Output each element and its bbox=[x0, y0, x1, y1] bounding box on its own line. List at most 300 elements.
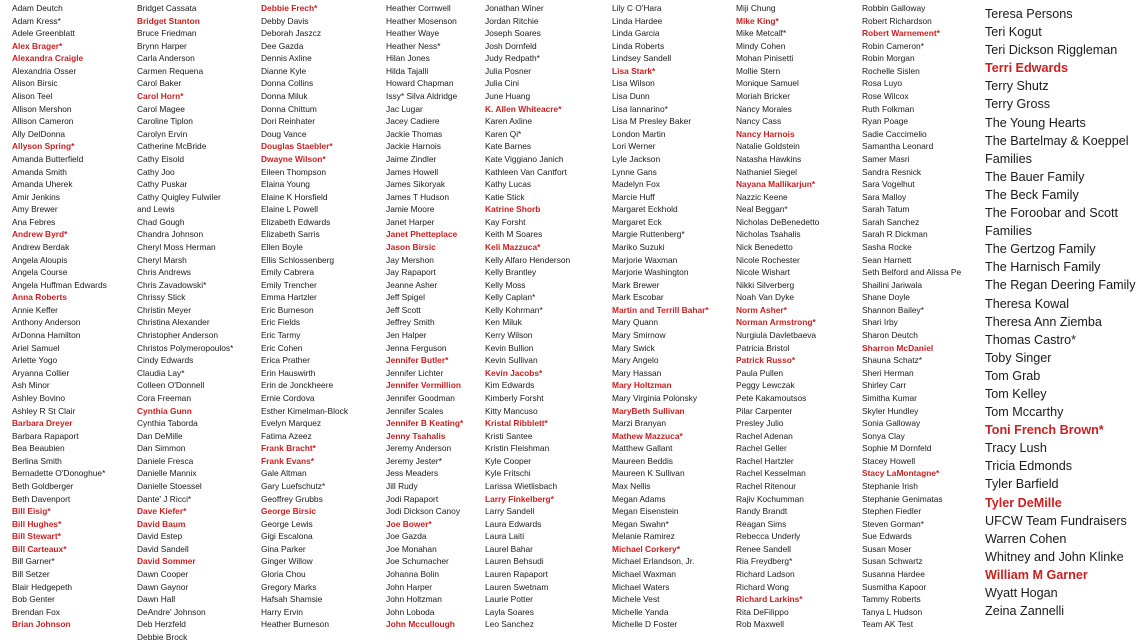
donor-name: Jen Halper bbox=[386, 330, 427, 341]
donor-name: Heather Waye bbox=[386, 28, 440, 39]
highlighted-name: John Mccullough bbox=[386, 619, 455, 630]
donor-name: Laurel Bahar bbox=[485, 543, 533, 554]
highlighted-name: Nayana Mallikarjun* bbox=[736, 179, 816, 190]
highlighted-name: Jenny Tsahalis bbox=[386, 430, 446, 441]
donor-name: Michelle D Foster bbox=[612, 619, 678, 630]
donor-name: Rachel Ritenour bbox=[736, 480, 797, 491]
donor-name: Mohan Pinisetti bbox=[736, 53, 794, 64]
donor-name: Mollie Stern bbox=[736, 65, 781, 76]
donor-name: Dawn Hall bbox=[137, 594, 176, 605]
donor-name: Nurgiula Davletbaeva bbox=[736, 330, 817, 341]
donor-name: Lisa Dunn bbox=[612, 91, 650, 102]
donor-name: Ellis Schlossenberg bbox=[261, 254, 335, 265]
name-column bbox=[985, 5, 1144, 620]
donor-name: Tom Kelley bbox=[985, 386, 1047, 401]
donor-name: Judy Redpath* bbox=[485, 53, 540, 64]
donor-name: Emily Trencher bbox=[261, 279, 317, 290]
donor-name: Chrissy Stick bbox=[137, 292, 186, 303]
donor-name: Angela Course bbox=[12, 267, 68, 278]
donor-name: Jay Rapaport bbox=[386, 267, 436, 278]
donor-name: Katie Stick bbox=[485, 191, 525, 202]
donor-name: Karen Axline bbox=[485, 116, 533, 127]
donor-name: Carol Baker bbox=[137, 78, 182, 89]
donor-name: Cathy Quigley Fulwiler bbox=[137, 191, 221, 202]
donor-name: Sadie Caccimelio bbox=[862, 128, 927, 139]
donor-name: Ally DelDonna bbox=[12, 128, 66, 139]
donor-name: Kelly Caplan* bbox=[485, 292, 536, 303]
donor-name: Rob Maxwell bbox=[736, 619, 784, 630]
donor-name: Ash Minor bbox=[12, 380, 50, 391]
donor-name: Lily C O'Hara bbox=[612, 3, 662, 13]
donor-name: Sarah R Dickman bbox=[862, 229, 928, 240]
donor-name: Jeff Spigel bbox=[386, 292, 425, 303]
donor-name: and Lewis bbox=[137, 204, 175, 215]
donor-name: UFCW Team Fundraisers bbox=[985, 513, 1127, 528]
highlighted-name: Alex Brager* bbox=[12, 40, 63, 51]
donor-name: Eric Burneson bbox=[261, 304, 314, 315]
donor-name: Fatima Azeez bbox=[261, 430, 312, 441]
donor-name: ArDonna Hamilton bbox=[12, 330, 81, 341]
donor-name: Jordan Ritchie bbox=[485, 15, 539, 26]
donor-name: Larry Sandell bbox=[485, 506, 535, 517]
donor-name: John Loboda bbox=[386, 606, 435, 617]
donor-name: Sasha Rocke bbox=[862, 241, 912, 252]
donor-name: Linda Garcia bbox=[612, 28, 660, 39]
donor-name: Heather Ness* bbox=[386, 40, 441, 51]
donor-name: Michael Waxman bbox=[612, 569, 676, 580]
name-column bbox=[485, 2, 570, 631]
donor-name: Shirley Carr bbox=[862, 380, 907, 391]
donor-name: Steven Gorman* bbox=[862, 518, 924, 529]
donor-name: Gregory Marks bbox=[261, 581, 317, 592]
donor-name: Reagan Sims bbox=[736, 518, 787, 529]
donor-name: Eric Fields bbox=[261, 317, 301, 328]
donor-name: Danielle Mannix bbox=[137, 468, 197, 479]
highlighted-name: Richard Larkins* bbox=[736, 594, 803, 605]
donor-name: DeAndre' Johnson bbox=[137, 606, 206, 617]
highlighted-name: David Baum bbox=[137, 518, 186, 529]
donor-name: Bill Garner* bbox=[12, 556, 55, 567]
donor-name: Joe Schumacher bbox=[386, 556, 449, 567]
donor-name: Linda Roberts bbox=[612, 40, 665, 51]
donor-name: Berlina Smith bbox=[12, 455, 62, 466]
donor-name: The Beck Family bbox=[985, 187, 1079, 202]
donor-name: Shannon Bailey* bbox=[862, 304, 924, 315]
donor-name: Max Nellis bbox=[612, 480, 651, 491]
donor-name: Melanie Ramirez bbox=[612, 531, 675, 542]
donor-name: Hilan Jones bbox=[386, 53, 430, 64]
donor-name: Eileen Thompson bbox=[261, 166, 327, 177]
donor-name: Dawn Cooper bbox=[137, 569, 189, 580]
donor-name: Mary Quann bbox=[612, 317, 659, 328]
donor-name: Emily Cabrera bbox=[261, 267, 315, 278]
donor-name: Ashley R St Clair bbox=[12, 405, 76, 416]
highlighted-name: Bill Stewart* bbox=[12, 531, 61, 542]
donor-name: Lisa M Presley Baker bbox=[612, 116, 692, 127]
highlighted-name: Sharron McDaniel bbox=[862, 342, 934, 353]
donor-name: The Bauer Family bbox=[985, 169, 1085, 184]
highlighted-name: Patrick Russo* bbox=[736, 355, 796, 366]
donor-name: Rachel Kesselman bbox=[736, 468, 806, 479]
donor-name: Samantha Leonard bbox=[862, 141, 934, 152]
donor-name: Natalie Goldstein bbox=[736, 141, 800, 152]
highlighted-name: Carol Horn* bbox=[137, 91, 184, 102]
donor-name: Adele Greenblatt bbox=[12, 28, 75, 39]
donor-name: Margaret Eck bbox=[612, 216, 662, 227]
donor-name: Tammy Roberts bbox=[862, 594, 921, 605]
donor-name: Christopher Anderson bbox=[137, 330, 219, 341]
highlighted-name: Mike King* bbox=[736, 15, 779, 26]
highlighted-name: Cynthia Gunn bbox=[137, 405, 192, 416]
donor-name: Joe Monahan bbox=[386, 543, 437, 554]
donor-name: Margaret Eckhold bbox=[612, 204, 678, 215]
donor-name: Presley Julio bbox=[736, 418, 784, 429]
donor-name: Andrew Berdak bbox=[12, 241, 70, 252]
donor-name: Peggy Lewczak bbox=[736, 380, 795, 391]
donor-name: Claudia Lay* bbox=[137, 367, 185, 378]
donor-name: Tanya L Hudson bbox=[862, 606, 923, 617]
donor-name: Rita DeFilippo bbox=[736, 606, 789, 617]
donor-name: Larissa Wietlisbach bbox=[485, 480, 558, 491]
donor-name: The Regan Deering Family bbox=[985, 278, 1136, 293]
highlighted-name: Norman Armstrong* bbox=[736, 317, 816, 328]
highlighted-name: Bill Eisig* bbox=[12, 506, 51, 517]
donor-name: Dan Simmon bbox=[137, 443, 186, 454]
donor-name: Terry Shutz bbox=[985, 79, 1049, 94]
donor-name: Dianne Kyle bbox=[261, 65, 307, 76]
donor-name: Robert Richardson bbox=[862, 15, 932, 26]
donor-name: Kelly Alfaro Henderson bbox=[485, 254, 571, 265]
donor-name: Robbin Galloway bbox=[862, 3, 926, 13]
donor-name: Wyatt Hogan bbox=[985, 586, 1058, 600]
donor-name: Issy* Silva Aldridge bbox=[386, 91, 458, 102]
donor-name: Deb Herzfeld bbox=[137, 619, 186, 630]
donor-name: Susmitha Kapoor bbox=[862, 581, 927, 592]
donor-name: James Sikoryak bbox=[386, 179, 446, 190]
donor-name: Cheryl Marsh bbox=[137, 254, 187, 265]
highlighted-name: Mathew Mazzuca* bbox=[612, 430, 683, 441]
donor-name: Amanda Butterfield bbox=[12, 153, 84, 164]
donor-name: Margie Ruttenberg* bbox=[612, 229, 685, 240]
donor-name: Bridget Cassata bbox=[137, 3, 197, 13]
donor-name: David Sandell bbox=[137, 543, 189, 554]
donor-name: Moriah Bricker bbox=[736, 91, 790, 102]
donor-name: Tricia Edmonds bbox=[985, 459, 1073, 474]
donor-name: Doug Vance bbox=[261, 128, 307, 139]
donor-name: Ryan Poage bbox=[862, 116, 909, 127]
donor-name: Carolyn Ervin bbox=[137, 128, 188, 139]
donor-name: Lisa Iannarino* bbox=[612, 103, 668, 114]
donor-name: Kelly Kohrman* bbox=[485, 304, 543, 315]
donor-name: Rebecca Underly bbox=[736, 531, 801, 542]
donor-name: Sophie M Dornfeld bbox=[862, 443, 932, 454]
donor-name: The Bartelmay & Koeppel Families bbox=[985, 133, 1129, 166]
donor-name: Warren Cohen bbox=[985, 531, 1067, 546]
donor-name: Marjorie Waxman bbox=[612, 254, 678, 265]
donor-name: Natasha Hawkins bbox=[736, 153, 802, 164]
highlighted-name: Dave Kiefer* bbox=[137, 506, 187, 517]
highlighted-name: Toni French Brown* bbox=[985, 423, 1104, 438]
donor-name: Marjorie Washington bbox=[612, 267, 689, 278]
highlighted-name: Kevin Jacobs* bbox=[485, 367, 543, 378]
donor-name: Elaina Young bbox=[261, 179, 310, 190]
donor-name: Lauren Behsudi bbox=[485, 556, 544, 567]
donor-name: Whitney and John Klinke bbox=[985, 549, 1124, 564]
donor-name: Tom Grab bbox=[985, 368, 1041, 383]
donor-name: Evelyn Marquez bbox=[261, 418, 322, 429]
donor-name: Adam Deutch bbox=[12, 3, 63, 13]
highlighted-name: David Sommer bbox=[137, 556, 196, 567]
donor-name: Elizabeth Sarris bbox=[261, 229, 320, 240]
donor-name: Laurie Potter bbox=[485, 594, 533, 605]
donor-name: Matthew Gallant bbox=[612, 443, 673, 454]
donor-name: Dee Gazda bbox=[261, 40, 304, 51]
donor-name: Angela Aloupis bbox=[12, 254, 68, 265]
donor-name: Jennifer Goodman bbox=[386, 392, 455, 403]
donor-name: Kristin Fleishman bbox=[485, 443, 550, 454]
donor-name: Kyle Cooper bbox=[485, 455, 532, 466]
donor-name: Dante' J Ricci* bbox=[137, 493, 192, 504]
donor-name: Jeff Scott bbox=[386, 304, 421, 315]
donor-name: Alison Teel bbox=[12, 91, 53, 102]
donor-name: Rachel Hartzler bbox=[736, 455, 794, 466]
donor-name: Sarah Tatum bbox=[862, 204, 910, 215]
donor-name: Shauna Schatz* bbox=[862, 355, 923, 366]
donor-name: Rajiv Kochumman bbox=[736, 493, 804, 504]
donor-name: Bruce Friedman bbox=[137, 28, 197, 39]
donor-name: Kathy Lucas bbox=[485, 179, 532, 190]
donor-name: Mike Metcalf* bbox=[736, 28, 787, 39]
highlighted-name: Kristal Ribblett* bbox=[485, 418, 548, 429]
donor-name: Mindy Cohen bbox=[736, 40, 786, 51]
donor-name: Jackie Harnois bbox=[386, 141, 441, 152]
donor-name: Joseph Soares bbox=[485, 28, 541, 39]
highlighted-name: George Birsic bbox=[261, 506, 316, 517]
donor-name: Sara Vogelhut bbox=[862, 179, 915, 190]
donor-name: Susanna Hardee bbox=[862, 569, 925, 580]
donor-name: Sara Malloy bbox=[862, 191, 907, 202]
donor-name: Richard Wong bbox=[736, 581, 789, 592]
highlighted-name: Michael Corkery* bbox=[612, 543, 680, 554]
highlighted-name: Bridget Stanton bbox=[137, 15, 200, 26]
donor-name: Michele Vest bbox=[612, 594, 660, 605]
highlighted-name: Barbara Dreyer bbox=[12, 418, 73, 429]
donor-name: Sheri Herman bbox=[862, 367, 914, 378]
donor-name: Lynne Gans bbox=[612, 166, 657, 177]
highlighted-name: Joe Bower* bbox=[386, 518, 432, 529]
donor-name: Maureen K Sullivan bbox=[612, 468, 685, 479]
donor-name: Megan Eisenstein bbox=[612, 506, 679, 517]
donor-name: John Holtzman bbox=[386, 594, 442, 605]
donor-name: Geoffrey Grubbs bbox=[261, 493, 323, 504]
highlighted-name: Tyler DeMille bbox=[985, 495, 1062, 510]
donor-name: Ginger Willow bbox=[261, 556, 313, 567]
donor-name: Kim Edwards bbox=[485, 380, 535, 391]
donor-name: June Huang bbox=[485, 91, 531, 102]
donor-name: Dan DeMille bbox=[137, 430, 183, 441]
donor-name: Bea Beaubien bbox=[12, 443, 65, 454]
donor-name: Dori Reinhater bbox=[261, 116, 315, 127]
donor-name: Kyle Fritschi bbox=[485, 468, 531, 479]
donor-name: Cindy Edwards bbox=[137, 355, 194, 366]
donor-name: Catherine McBride bbox=[137, 141, 207, 152]
highlighted-name: Brian Johnson bbox=[12, 619, 71, 630]
donor-name: Joe Gazda bbox=[386, 531, 427, 542]
donor-name: Pilar Carpenter bbox=[736, 405, 793, 416]
donor-name: Kitty Mancuso bbox=[485, 405, 538, 416]
donor-name: Nicholas Tsahalis bbox=[736, 229, 801, 240]
donor-name: Elaine L Powell bbox=[261, 204, 318, 215]
donor-name: Johanna Bolin bbox=[386, 569, 440, 580]
donor-name: George Lewis bbox=[261, 518, 313, 529]
donor-name: Gigi Escalona bbox=[261, 531, 313, 542]
donor-name: Kristi Santee bbox=[485, 430, 533, 441]
donor-name: Cathy Joo bbox=[137, 166, 175, 177]
donor-name: Jay Mershon bbox=[386, 254, 434, 265]
donor-name: Debby Davis bbox=[261, 15, 309, 26]
donor-name: Robin Morgan bbox=[862, 53, 915, 64]
highlighted-name: K. Allen Whiteacre* bbox=[485, 103, 562, 114]
highlighted-name: Stacy LaMontagne* bbox=[862, 468, 940, 479]
donor-name: Christina Alexander bbox=[137, 317, 210, 328]
donor-name: Ashley Bovino bbox=[12, 392, 66, 403]
donor-name: Dawn Gaynor bbox=[137, 581, 189, 592]
highlighted-name: Jason Birsic bbox=[386, 241, 436, 252]
donor-name: Julia Posner bbox=[485, 65, 532, 76]
donor-name: Allison Mershon bbox=[12, 103, 72, 114]
name-column bbox=[612, 2, 709, 631]
donor-name: Erin de Jonckheere bbox=[261, 380, 334, 391]
donor-name: Aryanna Collier bbox=[12, 367, 70, 378]
donor-name: Sean Harnett bbox=[862, 254, 912, 265]
donor-name: Kelly Moss bbox=[485, 279, 526, 290]
donor-name: Lindsey Sandell bbox=[612, 53, 672, 64]
donor-name: Robin Cameron* bbox=[862, 40, 924, 51]
donor-name: Zeina Zannelli bbox=[985, 604, 1065, 619]
donor-name: Jaime Zindler bbox=[386, 153, 437, 164]
donor-name: Jac Lugar bbox=[386, 103, 423, 114]
donor-name: Gale Altman bbox=[261, 468, 307, 479]
donor-name: Esther Kimelman-Block bbox=[261, 405, 349, 416]
donor-name: Mary Virginia Polonsky bbox=[612, 392, 698, 403]
highlighted-name: MaryBeth Sullivan bbox=[612, 405, 685, 416]
donor-name: Kay Forsht bbox=[485, 216, 526, 227]
highlighted-name: Andrew Byrd* bbox=[12, 229, 68, 240]
donor-name: Nazzic Keene bbox=[736, 191, 788, 202]
donor-name: Madelyn Fox bbox=[612, 179, 660, 190]
highlighted-name: Frank Bracht* bbox=[261, 443, 316, 454]
donor-name: Danielle Stoessel bbox=[137, 480, 202, 491]
donor-name: Erica Prather bbox=[261, 355, 310, 366]
highlighted-name: Jennifer B Keating* bbox=[386, 418, 464, 429]
highlighted-name: Jennifer Vermillion bbox=[386, 380, 461, 391]
donor-name: Neal Beggan* bbox=[736, 204, 788, 215]
donor-name: Ruth Folkman bbox=[862, 103, 915, 114]
donor-name: Lauren Swetnam bbox=[485, 581, 549, 592]
donor-name: Jodi Rapaport bbox=[386, 493, 439, 504]
donor-name: Pete Kakamoutsos bbox=[736, 392, 807, 403]
donor-name: Team AK Test bbox=[862, 619, 914, 630]
donor-name: Samer Masri bbox=[862, 153, 910, 164]
donor-name: Ellen Boyle bbox=[261, 241, 303, 252]
highlighted-name: Lisa Stark* bbox=[612, 65, 656, 76]
donor-name: The Young Hearts bbox=[985, 115, 1086, 130]
highlighted-name: Janet Phetteplace bbox=[386, 229, 458, 240]
donor-name: Rachel Geller bbox=[736, 443, 787, 454]
donor-name: Elaine K Horsfield bbox=[261, 191, 328, 202]
highlighted-name: Martin and Terrill Bahar* bbox=[612, 304, 709, 315]
donor-name: Mark Brewer bbox=[612, 279, 660, 290]
donor-name: Brendan Fox bbox=[12, 606, 60, 617]
donor-name: Theresa Ann Ziemba bbox=[985, 314, 1102, 329]
donor-name: Cathy Eisold bbox=[137, 153, 185, 164]
donor-name: Ariel Samuel bbox=[12, 342, 60, 353]
donor-name: Michael Erlandson, Jr. bbox=[612, 556, 695, 567]
highlighted-name: Mary Holtzman bbox=[612, 380, 672, 391]
donor-name: Theresa Kowal bbox=[985, 296, 1069, 311]
donor-name: Mary Smirnow bbox=[612, 330, 666, 341]
donor-name: Rose Wilcox bbox=[862, 91, 909, 102]
donor-name: James T Hudson bbox=[386, 191, 450, 202]
donor-name: Debbie Brock bbox=[137, 631, 188, 642]
highlighted-name: Anna Roberts bbox=[12, 292, 67, 303]
highlighted-name: Allyson Spring* bbox=[12, 141, 75, 152]
donor-name: Nicole Wishart bbox=[736, 267, 790, 278]
highlighted-name: Terri Edwards bbox=[985, 61, 1069, 76]
donor-name: Nick Benedetto bbox=[736, 241, 793, 252]
donor-name: Lori Werner bbox=[612, 141, 656, 152]
donor-name: Sandra Resnick bbox=[862, 166, 922, 177]
highlighted-name: Debbie Frech* bbox=[261, 3, 318, 13]
donor-name: Rachel Adenan bbox=[736, 430, 793, 441]
donor-name: Rochelle Sislen bbox=[862, 65, 920, 76]
donor-name: Chris Andrews bbox=[137, 267, 191, 278]
donor-name: Gary Luefschutz* bbox=[261, 480, 326, 491]
donor-name: Heather Mosenson bbox=[386, 15, 457, 26]
highlighted-name: Jennifer Butler* bbox=[386, 355, 449, 366]
donor-name: Skyler Hundley bbox=[862, 405, 919, 416]
donor-name: Eric Cohen bbox=[261, 342, 303, 353]
donor-name: Linda Hardee bbox=[612, 15, 663, 26]
donor-name: Hilda Tajalli bbox=[386, 65, 429, 76]
donor-name: John Harper bbox=[386, 581, 433, 592]
donor-name: Chris Zavadowski* bbox=[137, 279, 207, 290]
donor-name: Kathleen Van Cantfort bbox=[485, 166, 567, 177]
donor-name: James Howell bbox=[386, 166, 439, 177]
donor-name: Kate Barnes bbox=[485, 141, 532, 152]
highlighted-name: Nancy Harnois bbox=[736, 128, 795, 139]
donor-name: Bernadette O'Donoghue* bbox=[12, 468, 106, 479]
donor-name: Mark Escobar bbox=[612, 292, 664, 303]
highlighted-name: Bill Carteaux* bbox=[12, 543, 67, 554]
donor-name: Deborah Jaszcz bbox=[261, 28, 322, 39]
donor-name: Thomas Castro* bbox=[985, 332, 1076, 347]
donor-name: Miji Chung bbox=[736, 3, 776, 13]
donor-name: Nancy Cass bbox=[736, 116, 782, 127]
donor-name: Paula Pullen bbox=[736, 367, 784, 378]
donor-name: Tracy Lush bbox=[985, 441, 1047, 456]
donor-name: Jennifer Lichter bbox=[386, 367, 444, 378]
donor-name: Nicole Rochester bbox=[736, 254, 800, 265]
donor-name: Cynthia Taborda bbox=[137, 418, 198, 429]
donor-name: Gloria Chou bbox=[261, 569, 306, 580]
donor-name: Jeanne Asher bbox=[386, 279, 438, 290]
donor-name: Janet Harper bbox=[386, 216, 435, 227]
donor-name: Lauren Rapaport bbox=[485, 569, 548, 580]
donor-name: Alison Birsic bbox=[12, 78, 58, 89]
donor-name: Nathaniel Siegel bbox=[736, 166, 797, 177]
donor-name: Daniele Fresca bbox=[137, 455, 194, 466]
